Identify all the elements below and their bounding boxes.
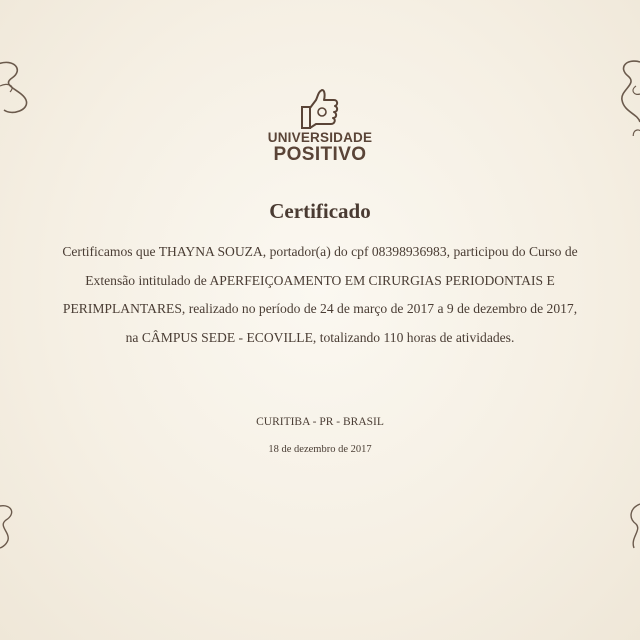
certificate-body xyxy=(40,238,600,352)
university-logo xyxy=(0,86,640,165)
body-line-2: Extensão intitulado de APERFEIÇOAMENTO EM CIRURGIAS PERIODONTAIS E xyxy=(85,272,555,288)
flourish-bottom-left-icon xyxy=(0,502,22,552)
logo-line-2: POSITIVO xyxy=(273,144,367,165)
certificate-title: Certificado xyxy=(269,199,371,223)
body-line-4: na CÂMPUS SEDE - ECOVILLE, totalizando 110 horas de atividades. xyxy=(125,329,515,345)
issue-date: 18 de dezembro de 2017 xyxy=(268,444,372,455)
logo-line-1: UNIVERSIDADE xyxy=(267,130,373,145)
body-line-3: PERIMPLANTARES, realizado no período de 24 de março de 2017 a 9 de dezembro de 2017, xyxy=(62,301,578,316)
body-line-1: Certificamos que THAYNA SOUZA, portador(a) do cpf 08398936983, participou do Curso de xyxy=(62,244,578,259)
flourish-bottom-right-icon xyxy=(624,500,640,560)
issue-place: CURITIBA - PR - BRASIL xyxy=(256,416,384,428)
thumbs-up-icon xyxy=(298,86,342,130)
